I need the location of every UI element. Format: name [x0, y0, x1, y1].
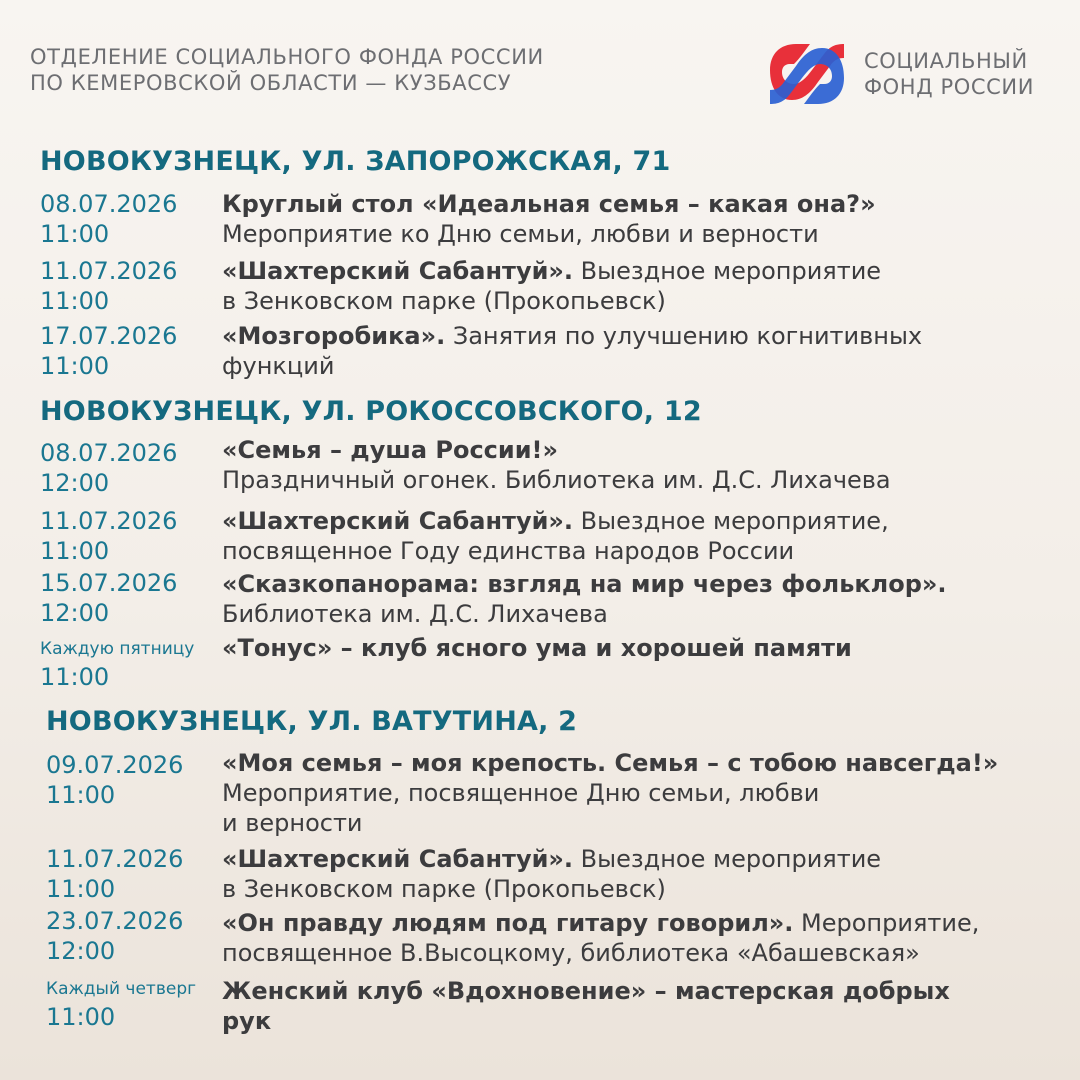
event-title: «Сказкопанорама: взгляд на мир через фольклор». — [222, 570, 947, 598]
event-details: функций — [222, 352, 335, 380]
event-description — [222, 256, 1072, 316]
section-title-rokossovskogo: НОВОКУЗНЕЦК, УЛ. РОКОССОВСКОГО, 12 — [40, 396, 702, 427]
event-time: 11:00 — [40, 287, 110, 315]
logo-text-line1: СОЦИАЛЬНЫЙ — [864, 49, 1028, 73]
event-description — [222, 321, 1072, 381]
event-datetime — [46, 976, 196, 1032]
section-title-vatutina: НОВОКУЗНЕЦК, УЛ. ВАТУТИНА, 2 — [46, 706, 578, 737]
event-details-continued: и верности — [222, 809, 363, 837]
event-time: 11:00 — [46, 781, 116, 809]
event-title: «Семья – душа России!» — [222, 436, 558, 464]
event-description — [222, 189, 1072, 249]
event-title: «Мозгоробика». — [222, 322, 446, 350]
event-time: 11:00 — [46, 1003, 116, 1031]
event-time: 12:00 — [40, 599, 110, 627]
event-date: 09.07.2026 — [46, 751, 184, 779]
event-time: 11:00 — [40, 537, 110, 565]
event-time: 11:00 — [40, 352, 110, 380]
event-datetime — [40, 506, 177, 566]
event-details: посвященное Году единства народов России — [222, 537, 795, 565]
section-title-zaporozhskaya: НОВОКУЗНЕЦК, УЛ. ЗАПОРОЖСКАЯ, 71 — [40, 146, 671, 177]
event-time: 11:00 — [46, 875, 116, 903]
event-description — [222, 633, 1072, 663]
event-details: посвященное В.Высоцкому, библиотека «Абашевская» — [222, 939, 920, 967]
event-datetime — [40, 438, 177, 498]
event-datetime — [46, 906, 183, 966]
event-date: 15.07.2026 — [40, 569, 178, 597]
event-title-rest: Мероприятие, — [793, 909, 980, 937]
event-datetime — [40, 256, 177, 316]
event-details: Библиотека им. Д.С. Лихачева — [222, 600, 608, 628]
organization-name — [30, 44, 544, 96]
event-title: «Тонус» – клуб ясного ума и хорошей памяти — [222, 634, 852, 662]
organization-name-line1: ОТДЕЛЕНИЕ СОЦИАЛЬНОГО ФОНДА РОССИИ — [30, 45, 544, 69]
logo-text-line2: ФОНД РОССИИ — [864, 75, 1035, 99]
organization-name-line2: ПО КЕМЕРОВСКОЙ ОБЛАСТИ — КУЗБАССУ — [30, 71, 512, 95]
event-title: «Моя семья – моя крепость. Семья – с тобою навсегда!» — [222, 749, 999, 777]
event-details: в Зенковском парке (Прокопьевск) — [222, 287, 666, 315]
event-description — [222, 976, 1072, 1036]
event-description — [222, 435, 1072, 495]
event-date: 11.07.2026 — [40, 257, 178, 285]
logo-text — [864, 48, 1034, 100]
event-date: 11.07.2026 — [40, 507, 178, 535]
event-details: Мероприятие ко Дню семьи, любви и верности — [222, 220, 819, 248]
event-title-rest: Выездное мероприятие — [573, 257, 882, 285]
event-date: 11.07.2026 — [46, 845, 184, 873]
event-title-rest: Выездное мероприятие — [573, 845, 882, 873]
event-datetime — [46, 844, 183, 904]
event-date: 23.07.2026 — [46, 907, 184, 935]
event-details: Мероприятие, посвященное Дню семьи, любви — [222, 779, 820, 807]
event-description — [222, 748, 1072, 838]
event-datetime — [40, 321, 177, 381]
event-title: Женский клуб «Вдохновение» – мастерская добрых — [222, 977, 950, 1005]
event-title: «Шахтерский Сабантуй». — [222, 845, 574, 873]
event-time: 12:00 — [40, 469, 110, 497]
event-date: 17.07.2026 — [40, 322, 178, 350]
event-description — [222, 569, 1072, 629]
event-date: 08.07.2026 — [40, 190, 178, 218]
event-title-continued: рук — [222, 1007, 272, 1035]
event-title: «Шахтерский Сабантуй». — [222, 257, 574, 285]
event-description — [222, 844, 1072, 904]
event-title-rest: Выездное мероприятие, — [573, 507, 889, 535]
event-title: «Шахтерский Сабантуй». — [222, 507, 574, 535]
event-datetime — [40, 636, 194, 692]
event-description — [222, 908, 1072, 968]
event-time: 11:00 — [40, 663, 110, 691]
event-title: Круглый стол «Идеальная семья – какая она?» — [222, 190, 876, 218]
sfr-logo-icon — [766, 40, 848, 108]
sfr-logo — [766, 40, 1034, 108]
event-title-rest: Занятия по улучшению когнитивных — [445, 322, 923, 350]
event-date: Каждый четверг — [46, 979, 197, 999]
event-details: в Зенковском парке (Прокопьевск) — [222, 875, 666, 903]
event-date: Каждую пятницу — [40, 639, 195, 659]
event-time: 11:00 — [40, 220, 110, 248]
event-title: «Он правду людям под гитару говорил». — [222, 909, 794, 937]
event-description — [222, 506, 1072, 566]
event-datetime — [46, 750, 183, 810]
event-date: 08.07.2026 — [40, 439, 178, 467]
event-datetime — [40, 189, 177, 249]
event-time: 12:00 — [46, 937, 116, 965]
event-datetime — [40, 568, 177, 628]
event-details: Праздничный огонек. Библиотека им. Д.С. Лихачева — [222, 466, 891, 494]
